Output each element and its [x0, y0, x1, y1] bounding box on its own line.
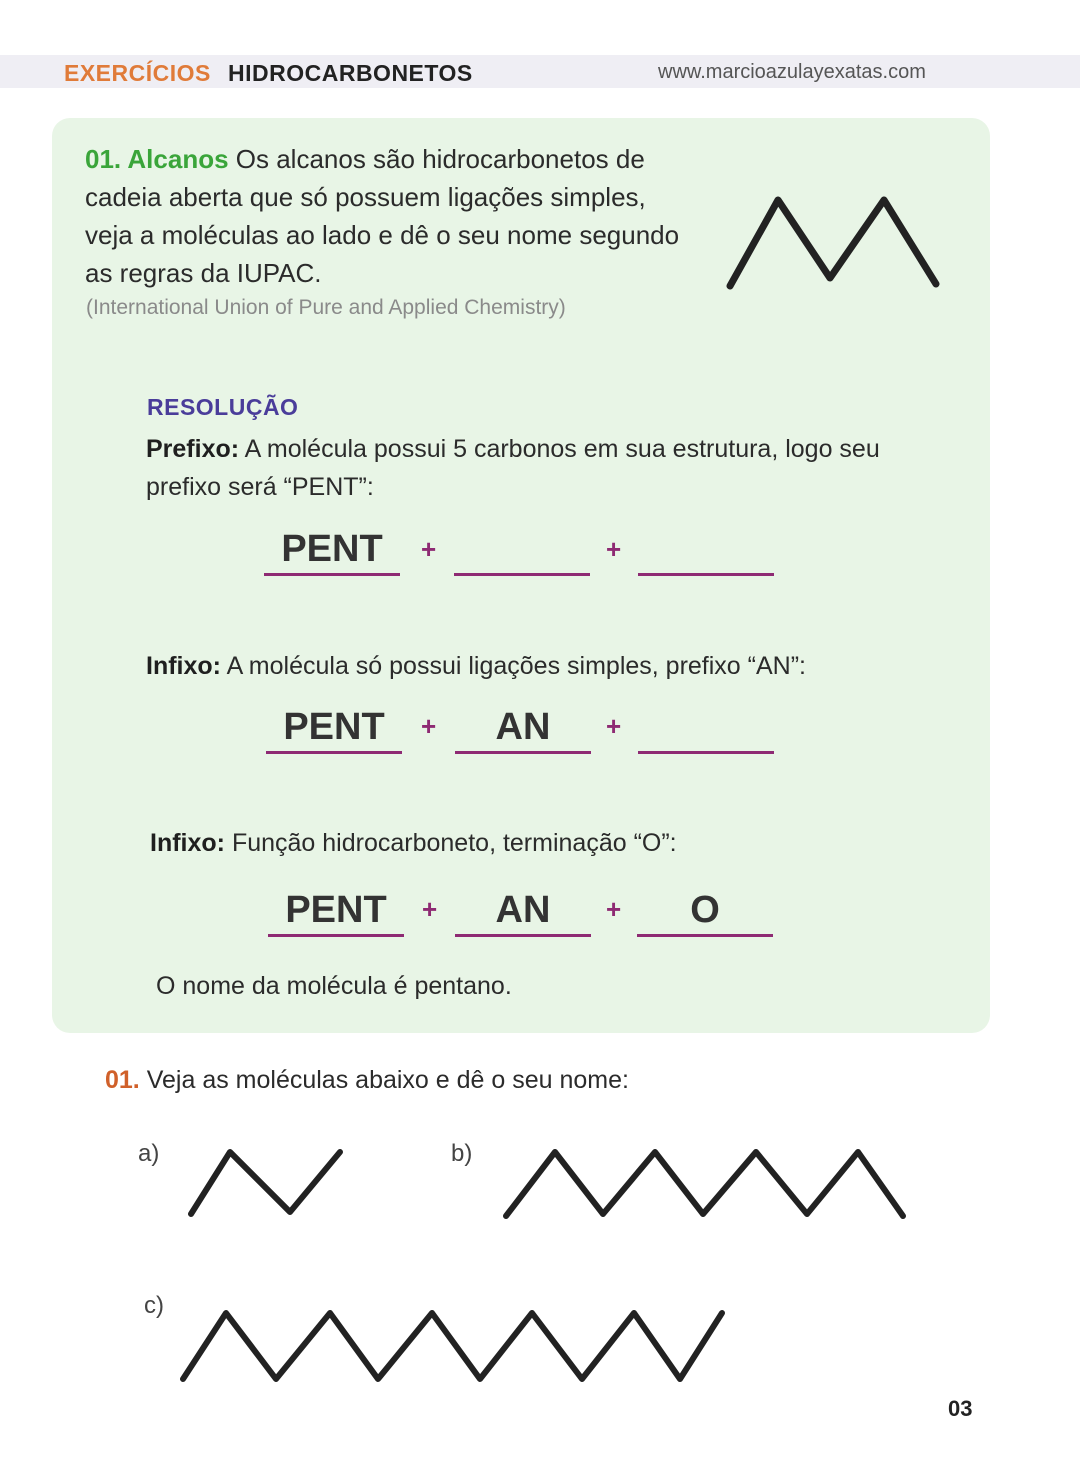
- header-section: EXERCÍCIOS: [64, 60, 211, 86]
- plus-sign: +: [421, 534, 437, 564]
- iupac-note: (International Union of Pure and Applied Chemistry): [86, 296, 566, 319]
- exercise-text: Veja as moléculas abaixo e dê o seu nome:: [139, 1066, 629, 1094]
- step-1-prefix-slot: PENT: [264, 527, 400, 576]
- step-1-body: A molécula possui 5 carbonos em sua estrutura, logo seu prefixo será “PENT”:: [146, 435, 880, 501]
- exercise-title: [105, 1066, 629, 1095]
- plus-sign: +: [606, 534, 622, 564]
- plus-sign: +: [422, 894, 438, 924]
- step-3-body: Função hidrocarboneto, terminação “O”:: [225, 829, 677, 857]
- molecule-a-diagram: [188, 1148, 344, 1218]
- step-2-suffix-slot: [638, 705, 774, 754]
- step-2-prefix-slot: PENT: [266, 705, 402, 754]
- step-1-infix-slot: [454, 527, 590, 576]
- item-c-label: c): [144, 1292, 164, 1319]
- header-topic: HIDROCARBONETOS: [228, 60, 473, 86]
- step-2-label: Infixo:: [146, 652, 221, 680]
- intro-number: 01. Alcanos: [85, 144, 229, 174]
- step-2-body: A molécula só possui ligações simples, prefixo “AN”:: [221, 652, 806, 680]
- step-3-suffix-slot: O: [637, 888, 773, 937]
- intro-paragraph: [85, 140, 695, 292]
- resolution-title: RESOLUÇÃO: [147, 394, 299, 420]
- item-b-label: b): [451, 1140, 473, 1167]
- step-1-suffix-slot: [638, 527, 774, 576]
- molecule-b-diagram: [503, 1148, 907, 1220]
- page-number: 03: [948, 1396, 973, 1421]
- step-3-infix-slot: AN: [455, 888, 591, 937]
- step-3-prefix-slot: PENT: [268, 888, 404, 937]
- plus-sign: +: [421, 711, 437, 741]
- intro-text: Os alcanos são hidrocarbonetos de cadeia aberta que só possuem ligações simples, veja a moléculas ao lado e dê o seu nome segundo as regras da IUPAC.: [85, 144, 680, 288]
- conclusion-text: O nome da molécula é pentano.: [156, 972, 512, 1000]
- step-2-text: [146, 647, 906, 685]
- step-3-text: [150, 824, 910, 862]
- step-1-text: [146, 430, 906, 506]
- step-2-infix-slot: AN: [455, 705, 591, 754]
- plus-sign: +: [606, 711, 622, 741]
- exercise-number: 01.: [105, 1066, 140, 1094]
- step-1-label: Prefixo:: [146, 435, 240, 463]
- header-url: www.marcioazulayexatas.com: [658, 61, 926, 83]
- plus-sign: +: [606, 894, 622, 924]
- pentane-molecule-diagram: [726, 196, 940, 290]
- item-a-label: a): [138, 1140, 160, 1167]
- step-3-label: Infixo:: [150, 829, 225, 857]
- molecule-c-diagram: [180, 1309, 726, 1383]
